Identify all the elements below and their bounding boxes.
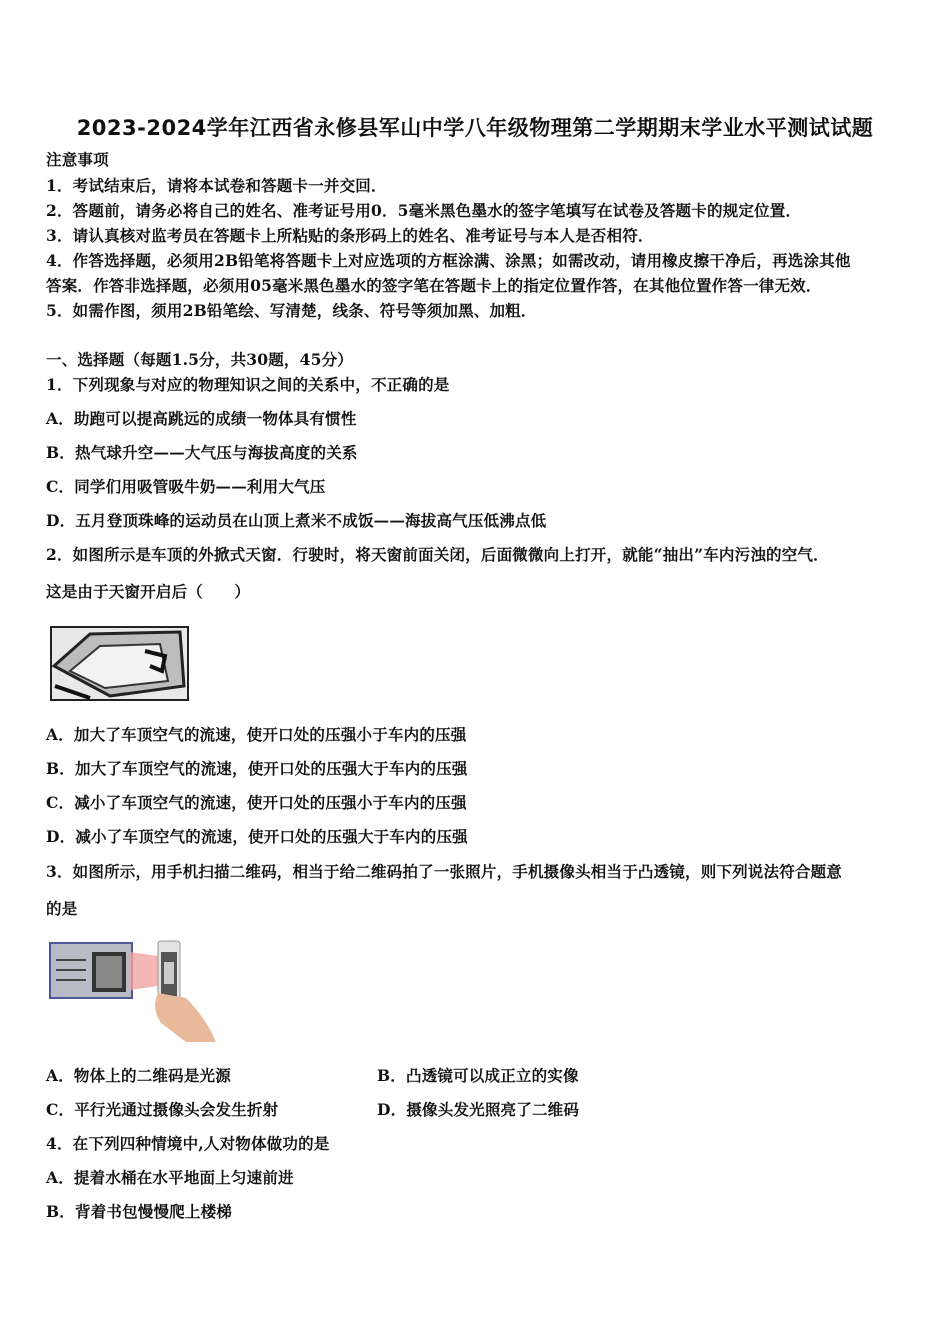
question-stem: 这是由于天窗开启后（ ）	[46, 582, 251, 601]
option: D．摄像头发光照亮了二维码	[377, 1100, 580, 1119]
option: D．五月登顶珠峰的运动员在山顶上煮米不成饭——海拔高气压低沸点低	[46, 511, 547, 530]
question-stem: 4．在下列四种情境中,人对物体做功的是	[46, 1134, 330, 1153]
question-stem: 3．如图所示，用手机扫描二维码，相当于给二维码拍了一张照片，手机摄像头相当于凸透镜，则下列说法符合题意	[46, 862, 842, 881]
section-heading: 一、选择题（每题1.5分，共30题，45分）	[46, 350, 354, 369]
option: A．加大了车顶空气的流速，使开口处的压强小于车内的压强	[46, 725, 467, 744]
notice-heading: 注意事项	[46, 150, 109, 169]
option: D．减小了车顶空气的流速，使开口处的压强大于车内的压强	[46, 827, 468, 846]
notice-item: 2．答题前，请务必将自己的姓名、准考证号用0．5毫米黑色墨水的签字笔填写在试卷及答题卡的规定位置．	[46, 201, 802, 220]
notice-item: 4．作答选择题，必须用2B铅笔将答题卡上对应选项的方框涂满、涂黑；如需改动，请用橡皮擦干净后，再选涂其他	[46, 251, 851, 270]
question-stem: 1．下列现象与对应的物理知识之间的关系中，不正确的是	[46, 375, 450, 394]
notice-item: 1．考试结束后，请将本试卷和答题卡一并交回．	[46, 176, 387, 195]
option: A．助跑可以提高跳远的成绩一物体具有惯性	[46, 409, 357, 428]
question-stem: 2．如图所示是车顶的外掀式天窗．行驶时，将天窗前面关闭，后面微微向上打开，就能“抽出”车内污浊的空气．	[46, 545, 829, 564]
option: C．同学们用吸管吸牛奶——利用大气压	[46, 477, 326, 496]
page-title: 2023-2024学年江西省永修县军山中学八年级物理第二学期期末学业水平测试试题	[76, 116, 874, 140]
option: A．提着水桶在水平地面上匀速前进	[46, 1168, 294, 1187]
option: A．物体上的二维码是光源	[46, 1066, 231, 1085]
qr-scan-figure	[46, 938, 221, 1044]
notice-item: 3．请认真核对监考员在答题卡上所粘贴的条形码上的姓名、准考证号与本人是否相符．	[46, 226, 654, 245]
option: C．减小了车顶空气的流速，使开口处的压强小于车内的压强	[46, 793, 467, 812]
option: B．加大了车顶空气的流速，使开口处的压强大于车内的压强	[46, 759, 468, 778]
option: B．凸透镜可以成正立的实像	[377, 1066, 579, 1085]
notice-item: 5．如需作图，须用2B铅笔绘、写清楚，线条、符号等须加黑、加粗．	[46, 301, 537, 320]
option: B．背着书包慢慢爬上楼梯	[46, 1202, 233, 1221]
option: C．平行光通过摄像头会发生折射	[46, 1100, 279, 1119]
question-stem: 的是	[46, 899, 78, 918]
option: B．热气球升空——大气压与海拔高度的关系	[46, 443, 358, 462]
sunroof-figure	[50, 626, 190, 702]
notice-item: 答案．作答非选择题，必须用05毫米黑色墨水的签字笔在答题卡上的指定位置作答，在其他位置作答一律无效．	[46, 276, 822, 295]
